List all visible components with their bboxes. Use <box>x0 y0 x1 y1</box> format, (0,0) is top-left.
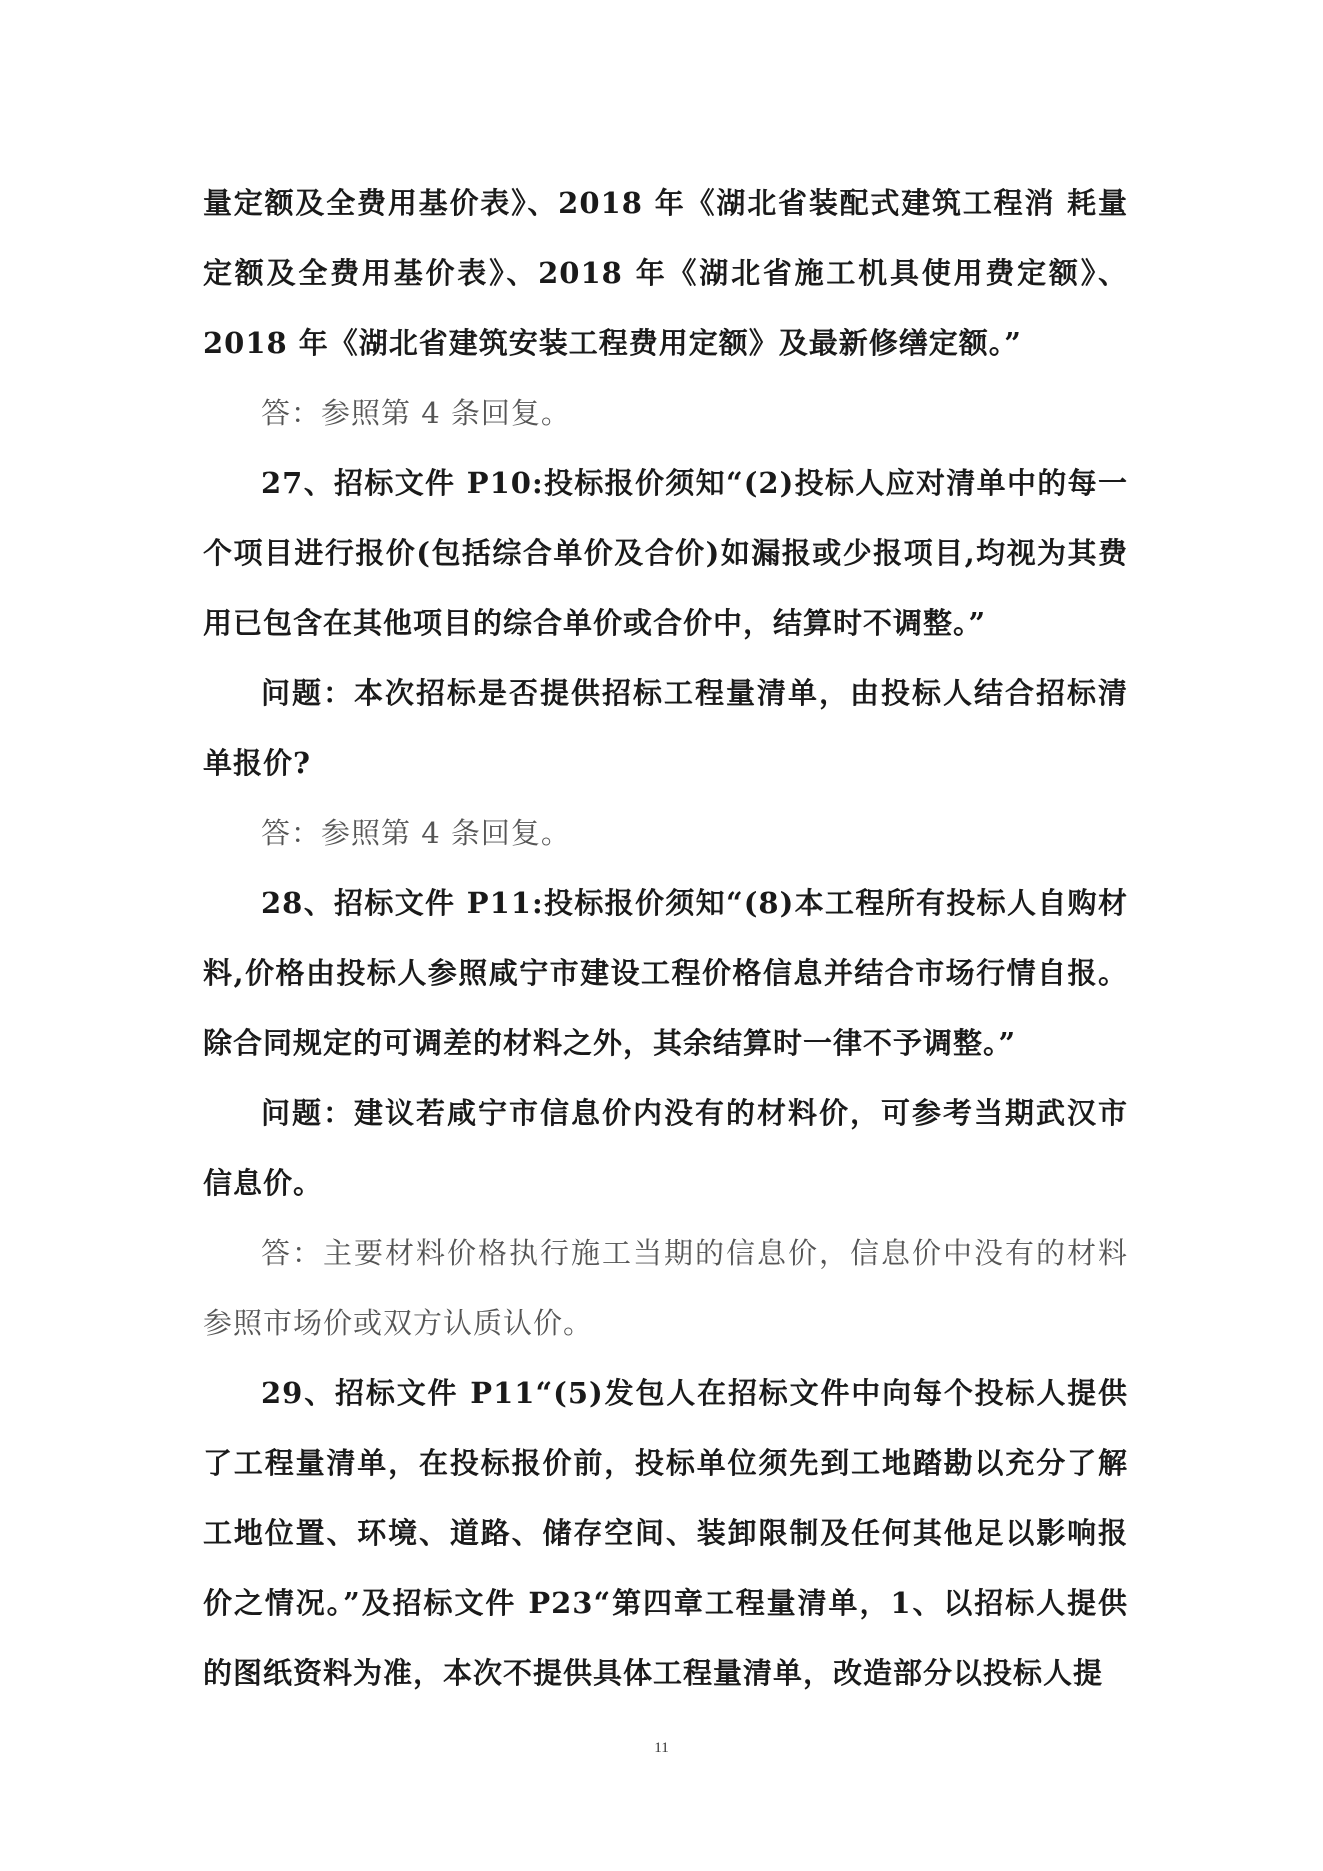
item-29-paragraph: 29、招标文件 P11“(5)发包人在招标文件中向每个投标人提供了工程量清单，在投标报价前，投标单位须先到工地踏勘以充分了解工地位置、环境、道路、储存空间、装卸限制及任何其他足以影响报价之情况。”及招标文件 P23“第四章工程量清单，1、以招标人提供的图纸资料为准，本次不提供具体工程量清单，改造部分以投标人提 <box>203 1376 1128 1690</box>
question-paragraph: 问题：本次招标是否提供招标工程量清单，由投标人结合招标清单报价? <box>203 676 1128 780</box>
item-27-paragraph: 27、招标文件 P10:投标报价须知“(2)投标人应对清单中的每一个项目进行报价(包括综合单价及合价)如漏报或少报项目,均视为其费用已包含在其他项目的综合单价或合价中，结算时不调整。” <box>203 466 1128 640</box>
answer-paragraph: 答：参照第 4 条回复。 <box>261 396 571 430</box>
question-paragraph: 问题：建议若咸宁市信息价内没有的材料价，可参考当期武汉市信息价。 <box>203 1096 1128 1200</box>
answer-paragraph: 答：主要材料价格执行施工当期的信息价，信息价中没有的材料参照市场价或双方认质认价。 <box>203 1236 1128 1340</box>
page-number: 11 <box>654 1740 669 1756</box>
answer-paragraph: 答：参照第 4 条回复。 <box>261 816 571 850</box>
paragraph-quota-continuation: 量定额及全费用基价表》、2018 年《湖北省装配式建筑工程消 耗量定额及全费用基价表》、2018 年《湖北省施工机具使用费定额》、2018 年《湖北省建筑安装工程费用定额》及最新修缮定额。” <box>203 186 1128 360</box>
document-body <box>203 168 1128 1708</box>
item-28-paragraph: 28、招标文件 P11:投标报价须知“(8)本工程所有投标人自购材料,价格由投标人参照咸宁市建设工程价格信息并结合市场行情自报。除合同规定的可调差的材料之外，其余结算时一律不予调整。” <box>203 886 1128 1060</box>
